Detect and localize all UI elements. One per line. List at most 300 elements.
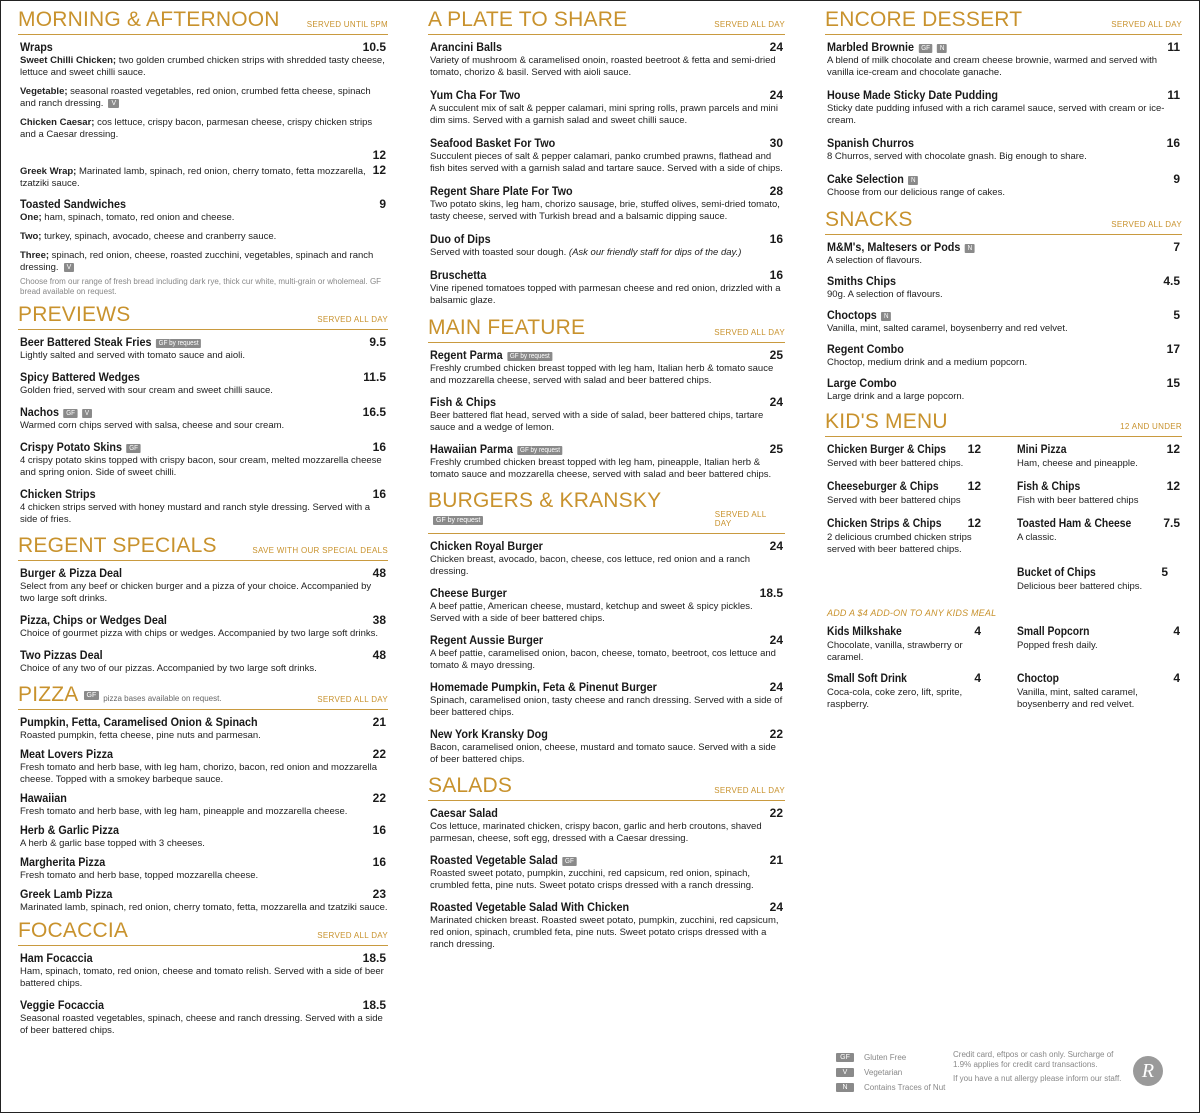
item-name-text: Pumpkin, Fetta, Caramelised Onion & Spinach [20,715,258,729]
item-name-text: Two Pizzas Deal [20,648,103,662]
section-header [18,8,388,35]
item-name-text: Regent Aussie Burger [430,633,544,647]
item-price: 12 [967,516,981,530]
item-description [20,55,388,79]
menu-item-cheese-burger[interactable] [430,586,785,625]
section-title: MAIN FEATURE [428,316,586,339]
item-name-text: Choctop [1017,673,1059,685]
item-name [20,951,93,966]
section-main-feature [428,316,785,481]
menu-item-bucket-of-chips[interactable] [1017,565,1182,593]
item-desc-row [20,86,388,110]
item-name-text: Spicy Battered Wedges [20,370,140,384]
variant-name: Greek Wrap; [20,166,77,177]
diet-tag: N [965,244,975,253]
item-price: 18.5 [759,586,783,600]
item-name [20,791,67,806]
section-header [428,489,785,534]
section-morning-afternoon [18,8,388,297]
menu-item-yum-cha-for-two[interactable] [430,88,785,127]
item-name-text: Hawaiian [20,791,67,805]
variant-desc: turkey, spinach, avocado, cheese and cranberry sauce. [41,231,277,242]
menu-item-duo-of-dips[interactable] [430,232,785,259]
section-encore-dessert [825,8,1182,199]
item-price: 30 [769,136,783,150]
menu-item-regent-aussie-burger[interactable] [430,633,785,672]
item-name [430,727,548,742]
menu-item-blank[interactable] [20,231,388,243]
item-name-text: Wraps [20,40,53,54]
section-subtitle: SERVED ALL DAY [714,510,767,528]
item-price: 12 [1166,442,1180,456]
section-title: BURGERS & KRANSKY [428,489,662,512]
item-description: Choctop, medium drink and a medium popcorn. [827,357,1028,368]
item-description: Vanilla, mint, salted caramel, boysenberry and red velvet. [1017,687,1138,710]
section-title: PIZZA [18,683,79,706]
item-description: Choice of any two of our pizzas. Accompanied by two large soft drinks. [20,663,317,674]
menu-item-caesar-salad[interactable] [430,806,785,845]
item-name-text: Homemade Pumpkin, Feta & Pinenut Burger [430,680,657,694]
variant-name: Chicken Caesar; [20,117,95,128]
menu-item-chicken-strips-chips[interactable] [827,516,995,556]
item-row [827,342,1182,357]
item-name [827,342,904,357]
menu-item-regent-share-plate-for-two[interactable] [430,184,785,223]
item-row [1017,516,1182,532]
item-price: 16 [372,855,386,869]
item-description: Delicious beer battered chips. [1017,581,1143,592]
legend-row [836,1050,945,1065]
section-title-wrap [18,303,130,327]
item-name-text: Regent Combo [827,342,904,356]
fine-print [953,1050,1123,1084]
section-header [18,919,388,946]
menu-item-two-pizzas-deal[interactable] [20,648,388,675]
item-row [827,442,995,458]
item-description: Warmed corn chips served with salsa, cheese and sour cream. [20,420,285,431]
item-price: 9 [379,197,386,211]
item-price: 5 [1161,565,1168,579]
item-name [430,442,563,457]
item-name [430,900,629,915]
menu-item-blank[interactable] [20,86,388,110]
item-row [430,586,785,601]
variant-name: Two; [20,231,42,242]
menu-item-nachos[interactable] [20,405,388,432]
section-title: KID'S MENU [825,410,948,433]
item-price: 16 [372,440,386,454]
item-row [430,442,785,457]
menu-item-chicken-strips[interactable] [20,487,388,526]
section-subtitle: SERVED UNTIL 5PM [306,20,388,29]
section-a-plate-to-share [428,8,785,307]
item-name-text: Seafood Basket For Two [430,136,556,150]
item-description: Large drink and a large popcorn. [827,391,965,402]
section-header [18,683,388,710]
item-row [430,539,785,554]
column-middle [428,8,785,959]
item-name [827,172,918,187]
item-description: Cos lettuce, marinated chicken, crispy bacon, garlic and herb croutons, shaved parmesan, cheese, soft egg, dressed with a Caesar dressing. [430,821,762,844]
menu-item-fish-chips[interactable] [430,395,785,434]
item-price: 9.5 [369,335,386,349]
item-description: A classic. [1017,532,1057,543]
item-name [827,308,891,323]
item-name [20,40,53,55]
item-price: 9 [1173,172,1180,186]
item-row [1017,442,1182,458]
item-row [1017,624,1182,640]
item-row [827,624,995,640]
section-title-wrap [428,489,715,531]
item-name [430,40,502,55]
item-price: 24 [769,40,783,54]
item-name-text: Crispy Potato Skins [20,440,123,454]
item-desc-row [20,55,388,79]
item-name [430,136,555,151]
item-name [827,40,947,55]
menu-item-toasted-sandwiches[interactable] [20,197,388,224]
item-name [827,88,998,103]
item-price: 16.5 [362,405,386,419]
section-title: SNACKS [825,208,913,231]
item-row [430,900,785,915]
menu-item-small-popcorn[interactable] [1017,624,1182,664]
menu-item-smiths-chips[interactable] [827,274,1182,301]
item-price: 7.5 [1163,516,1180,530]
desc-italic: (Ask our friendly staff for dips of the day.) [566,247,742,258]
item-name-text: Burger & Pizza Deal [20,566,123,580]
menu-item-margherita-pizza[interactable] [20,855,388,882]
item-name [827,480,939,495]
menu-item-spicy-battered-wedges[interactable] [20,370,388,397]
column-right [825,8,1182,718]
item-description: Lightly salted and served with tomato sauce and aioli. [20,350,245,361]
item-name-text: Large Combo [827,376,897,390]
item-name [20,887,112,902]
item-name-text: New York Kransky Dog [430,727,548,741]
item-price: 18.5 [362,998,386,1012]
item-name-text: Herb & Garlic Pizza [20,823,120,837]
item-name [20,405,92,420]
item-description [20,86,388,110]
legend-label: Vegetarian [864,1068,903,1077]
item-name-text: Yum Cha For Two [430,88,521,102]
section-header [825,208,1182,235]
menu-item-regent-combo[interactable] [827,342,1182,369]
diet-tag: GF by request [517,446,562,455]
item-name-text: Spanish Churros [827,136,915,150]
addon-grid [825,624,1182,718]
payment-note: Credit card, eftpos or cash only. Surcharge of 1.9% applies for credit card transactions. [953,1050,1114,1069]
menu-item-pumpkin-fetta-caramelised-onion-spinach[interactable] [20,715,388,742]
variant-name: Three; [20,250,50,261]
item-name [827,240,975,255]
item-description: 4 chicken strips served with honey mustard and ranch style dressing. Served with a side of fries. [20,502,371,525]
diet-tag: GF [127,444,141,453]
menu-item-regent-parma[interactable] [430,348,785,387]
item-price: 24 [769,633,783,647]
item-price: 11 [1167,40,1180,54]
section-subtitle: 12 AND UNDER [1120,422,1182,431]
item-row [430,806,785,821]
section-title: ENCORE DESSERT [825,8,1023,31]
section-header [428,774,785,801]
menu-item-fish-chips[interactable] [1017,479,1182,507]
legend [836,1050,945,1095]
item-name-text: Cheese Burger [430,586,507,600]
item-row [827,308,1182,323]
item-name [20,566,122,581]
item-name-text: Smiths Chips [827,274,897,288]
item-description: 4 crispy potato skins topped with crispy bacon, sour cream, melted mozzarella cheese and spring onion. Side of sweet chilli. [20,455,382,478]
menu-item-spanish-churros[interactable] [827,136,1182,163]
item-name [1017,443,1066,458]
menu-item-ham-focaccia[interactable] [20,951,388,990]
section-header [825,8,1182,35]
diet-tag: GF by request [433,516,483,525]
menu-item-new-york-kransky-dog[interactable] [430,727,785,766]
section-title-wrap [825,208,913,232]
item-row [430,136,785,151]
item-name-text: Veggie Focaccia [20,998,105,1012]
menu-item-arancini-balls[interactable] [430,40,785,79]
section-title-wrap [825,8,1022,32]
legend-row [836,1080,945,1095]
menu-item-seafood-basket-for-two[interactable] [430,136,785,175]
item-description: 8 Churros, served with chocolate gnash. Big enough to share. [827,151,1087,162]
item-description: Beer battered flat head, served with a side of salad, beer battered chips, tartare sauce and a wedge of lemon. [430,410,764,433]
item-description: Chocolate, vanilla, strawberry or caramel. [827,640,963,663]
item-price: 10.5 [362,40,386,54]
item-description: A selection of flavours. [827,255,923,266]
item-description: 90g. A selection of flavours. [827,289,943,300]
section-title-wrap [428,774,512,798]
item-row [1017,479,1182,495]
item-price: 4.5 [1163,274,1180,288]
item-name-text: Fish & Chips [430,395,497,409]
item-name-text: Arancini Balls [430,40,503,54]
section-subtitle: SERVED ALL DAY [317,695,388,704]
item-name-text: Nachos [20,405,60,419]
item-price: 18.5 [362,951,386,965]
section-subtitle: SERVED ALL DAY [1111,220,1182,229]
menu-item-blank[interactable] [20,148,388,190]
section-pizza [18,683,388,914]
section-title: FOCACCIA [18,919,129,942]
item-row [827,40,1182,55]
item-name-text: Small Soft Drink [827,673,907,685]
item-name [430,232,491,247]
menu-item-beer-battered-steak-fries[interactable] [20,335,388,362]
diet-tag: N [836,1083,854,1092]
item-name-text: Fish & Chips [1017,481,1081,493]
menu-item-veggie-focaccia[interactable] [20,998,388,1037]
section-header [825,410,1182,437]
section-subtitle: SERVED ALL DAY [714,328,785,337]
section-salads [428,774,785,951]
item-description: Sticky date pudding infused with a rich caramel sauce, served with cream or ice-cream. [827,103,1165,126]
diet-tag: GF [84,691,100,700]
section-title: MORNING & AFTERNOON [18,8,280,31]
menu-item-crispy-potato-skins[interactable] [20,440,388,479]
section-subtitle: SAVE WITH OUR SPECIAL DEALS [252,546,388,555]
column-left [18,8,388,1045]
menu-item-marbled-brownie[interactable] [827,40,1182,79]
menu-item-choctop[interactable] [1017,671,1182,711]
section-header [428,8,785,35]
item-name-text: Toasted Sandwiches [20,197,127,211]
item-name [1017,672,1059,687]
item-price: 24 [769,395,783,409]
section-regent-specials [18,534,388,675]
item-description: Roasted pumpkin, fetta cheese, pine nuts and parmesan. [20,730,261,741]
menu-item-kids-milkshake[interactable] [827,624,995,664]
menu-item-wraps[interactable] [20,40,388,79]
menu-item-house-made-sticky-date-pudding[interactable] [827,88,1182,127]
diet-tag: N [881,312,891,321]
item-price: 48 [372,566,386,580]
item-price: 22 [372,747,386,761]
diet-tag: GF [64,409,78,418]
section-header [18,534,388,561]
item-description: Freshly crumbed chicken breast topped with leg ham, Italian herb & tomato sauce and mozzarella cheese, served with salad and beer battered chips. [430,363,774,386]
section-previews [18,303,388,526]
menu-item-blank[interactable] [20,117,388,141]
menu-item-herb-garlic-pizza[interactable] [20,823,388,850]
item-row [827,516,995,532]
legend-label: Contains Traces of Nut [864,1083,946,1092]
menu-item-choctops[interactable] [827,308,1182,335]
menu-item-toasted-ham-cheese[interactable] [1017,516,1182,556]
item-name-text: Beer Battered Steak Fries [20,335,152,349]
item-name [20,998,104,1013]
section-title: A PLATE TO SHARE [428,8,628,31]
menu-item-cake-selection[interactable] [827,172,1182,199]
legend-label: Gluten Free [864,1053,907,1062]
section-title-wrap [18,8,280,32]
variant-desc: cos lettuce, crispy bacon, parmesan cheese, crispy chicken strips and a Caesar dressing. [20,117,373,140]
menu-item-hawaiian[interactable] [20,791,388,818]
item-row [827,671,995,687]
item-row [20,197,388,212]
item-price: 4 [1173,624,1180,638]
menu-item-hawaiian-parma[interactable] [430,442,785,481]
item-description: Served with beer battered chips. [827,458,964,469]
item-description: Select from any beef or chicken burger and a pizza of your choice. Accompanied by two large soft drinks. [20,581,372,604]
menu-item-large-combo[interactable] [827,376,1182,403]
menu-item-roasted-vegetable-salad-with-chicken[interactable] [430,900,785,951]
item-description [20,166,373,190]
item-description: Choose from our delicious range of cakes. [827,187,1005,198]
menu-item-mini-pizza[interactable] [1017,442,1182,470]
item-name [827,672,907,687]
item-description: Golden fried, served with sour cream and sweet chilli sauce. [20,385,273,396]
item-row [1017,671,1182,687]
item-name [430,853,577,868]
menu-item-roasted-vegetable-salad[interactable] [430,853,785,892]
item-description: Choice of gourmet pizza with chips or wedges. Accompanied by two large soft drinks. [20,628,379,639]
menu-item-bruschetta[interactable] [430,268,785,307]
item-row [430,633,785,648]
item-desc-row [20,163,388,190]
item-description: Fish with beer battered chips [1017,495,1139,506]
item-name-text: Chicken Strips & Chips [827,518,942,530]
item-row [20,566,388,581]
item-price: 12 [372,163,386,177]
item-name [827,517,941,532]
item-description: Marinated chicken breast. Roasted sweet potato, pumpkin, zucchini, red capsicum, red onion, spinach, crumbled feta, pine nuts. Sweet potato crisps dressed with a ranch dressing. [430,915,779,950]
menu-item-meat-lovers-pizza[interactable] [20,747,388,786]
menu-item-burger-pizza-deal[interactable] [20,566,388,605]
section-title-wrap [18,683,222,707]
menu-item-chicken-royal-burger[interactable] [430,539,785,578]
variant-desc: seasonal roasted vegetables, red onion, crumbed fetta cheese, spinach and ranch dressing. [20,86,371,109]
item-name [1017,480,1080,495]
variant-name: Sweet Chilli Chicken; [20,55,117,66]
item-row [827,479,995,495]
item-description: Vanilla, mint, salted caramel, boysenberry and red velvet. [827,323,1068,334]
item-row [1017,565,1182,581]
item-name [430,348,552,363]
item-row [20,715,388,730]
item-name [20,370,140,385]
item-name [430,680,657,695]
item-description: Fresh tomato and herb base, with leg ham, pineapple and mozzarella cheese. [20,806,348,817]
variant-name: One; [20,212,42,223]
item-description: Bacon, caramelised onion, cheese, mustard and tomato sauce. Served with a side of beer battered chips. [430,742,776,765]
item-description: Two potato skins, leg ham, chorizo sausage, brie, stuffed olives, semi-dried tomato, tasty cheese, served with Turkish bread and a balsamic dipping sauce. [430,199,780,222]
item-row [430,395,785,410]
section-title: SALADS [428,774,513,797]
diet-tag: N [908,176,918,185]
item-name-text: Chicken Royal Burger [430,539,543,553]
diet-tag: GF by request [156,339,201,348]
item-name-text: Caesar Salad [430,806,498,820]
menu-item-small-soft-drink[interactable] [827,671,995,711]
item-name-text: Bruschetta [430,268,487,282]
item-description: Ham, cheese and pineapple. [1017,458,1138,469]
item-price: 25 [769,442,783,456]
item-row [430,184,785,199]
item-price: 16 [769,268,783,282]
variant-desc: two golden crumbed chicken strips with shredded tasty cheese, lettuce and sweet chilli sauce. [20,55,385,78]
item-price: 22 [372,791,386,805]
menu-item-greek-lamb-pizza[interactable] [20,887,388,914]
section-title: PREVIEWS [18,303,131,326]
diet-tag: GF [919,44,933,53]
menu-item-m-m-s-maltesers-or-pods[interactable] [827,240,1182,267]
diet-tag: V [108,99,119,108]
item-row [827,136,1182,151]
menu-item-chicken-burger-chips[interactable] [827,442,995,470]
item-desc-row [20,117,388,141]
item-price: 48 [372,648,386,662]
menu-item-homemade-pumpkin-feta-pinenut-burger[interactable] [430,680,785,719]
section-subtitle: SERVED ALL DAY [1111,20,1182,29]
regent-logo: R [1133,1056,1163,1086]
item-price: 17 [1166,342,1180,356]
menu-item-blank[interactable] [20,250,388,274]
variant-desc: ham, spinach, tomato, red onion and cheese. [41,212,235,223]
diet-tag: N [937,44,947,53]
item-price: 24 [769,680,783,694]
menu-item-pizza-chips-or-wedges-deal[interactable] [20,613,388,640]
menu-item-cheeseburger-chips[interactable] [827,479,995,507]
item-row [20,747,388,762]
item-name [430,88,520,103]
item-row [20,40,388,55]
